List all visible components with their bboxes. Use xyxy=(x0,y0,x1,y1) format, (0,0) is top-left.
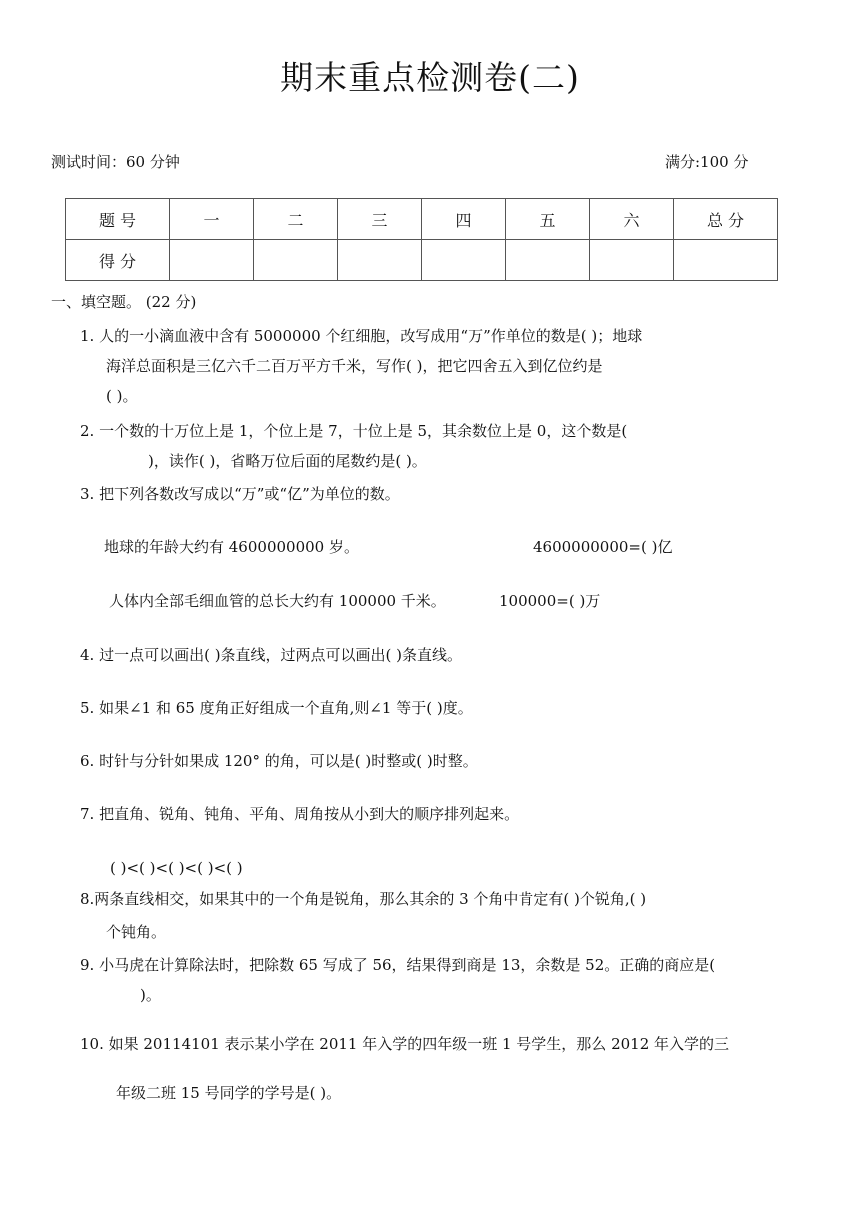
header-cell-3: 三 xyxy=(338,199,422,240)
q6-line: 6. 时针与分针如果成 120° 的角，可以是( )时整或( )时整。 xyxy=(80,752,478,770)
q10-line1: 10. 如果 20114101 表示某小学在 2011 年入学的四年级一班 1 号学生，那么 2012 年入学的三 xyxy=(80,1035,730,1053)
score-cell-1[interactable] xyxy=(170,240,254,281)
q9-line1: 9. 小马虎在计算除法时，把除数 65 写成了 56，结果得到商是 13，余数是 52。正确的商应是( xyxy=(80,956,716,974)
q5-line: 5. 如果∠1 和 65 度角正好组成一个直角,则∠1 等于( )度。 xyxy=(80,699,473,717)
q2-line1: 2. 一个数的十万位上是 1，个位上是 7，十位上是 5，其余数位上是 0，这个数是( xyxy=(80,422,628,440)
q1-line3: ( )。 xyxy=(106,387,138,405)
q7-line1: 7. 把直角、锐角、钝角、平角、周角按从小到大的顺序排列起来。 xyxy=(80,805,520,823)
header-cell-4: 四 xyxy=(422,199,506,240)
q3-item-b-equation: 100000=( )万 xyxy=(499,592,601,610)
q7-line2: ( )<( )<( )<( )<( ) xyxy=(110,859,243,877)
q1-line1: 1. 人的一小滴血液中含有 5000000 个红细胞，改写成用“万”作单位的数是( )；地球 xyxy=(80,327,643,345)
header-cell-1: 一 xyxy=(170,199,254,240)
q2-line2: )，读作( )，省略万位后面的尾数约是( )。 xyxy=(148,452,427,470)
score-cell-4[interactable] xyxy=(422,240,506,281)
q3-item-a-text: 地球的年龄大约有 4600000000 岁。 xyxy=(104,538,359,556)
score-table-score-row xyxy=(66,240,778,281)
score-row-label: 得 分 xyxy=(66,240,170,281)
header-cell-2: 二 xyxy=(254,199,338,240)
page-title: 期末重点检测卷(二) xyxy=(280,58,580,97)
score-cell-5[interactable] xyxy=(506,240,590,281)
q4-line: 4. 过一点可以画出( )条直线，过两点可以画出( )条直线。 xyxy=(80,646,463,664)
header-cell-6: 六 xyxy=(590,199,674,240)
section-heading: 一、填空题。 (22 分) xyxy=(51,293,197,311)
score-table xyxy=(65,198,778,281)
score-table-header-row xyxy=(66,199,778,240)
q8-line1: 8.两条直线相交，如果其中的一个角是锐角，那么其余的 3 个角中肯定有( )个锐角,( ) xyxy=(80,890,647,908)
q3-line1: 3. 把下列各数改写成以“万”或“亿”为单位的数。 xyxy=(80,485,400,503)
q1-line2: 海洋总面积是三亿六千二百万平方千米，写作( )，把它四舍五入到亿位约是 xyxy=(106,357,603,375)
q8-line2: 个钝角。 xyxy=(106,923,167,941)
score-cell-6[interactable] xyxy=(590,240,674,281)
header-cell-question-number: 题 号 xyxy=(66,199,170,240)
full-score: 满分:100 分 xyxy=(665,153,749,171)
q3-item-b-text: 人体内全部毛细血管的总长大约有 100000 千米。 xyxy=(109,592,446,610)
q3-item-a-equation: 4600000000=( )亿 xyxy=(533,538,673,556)
header-cell-5: 五 xyxy=(506,199,590,240)
test-time: 测试时间：60 分钟 xyxy=(51,153,180,171)
header-cell-total: 总 分 xyxy=(674,199,778,240)
score-cell-total[interactable] xyxy=(674,240,778,281)
q10-line2: 年级二班 15 号同学的学号是( )。 xyxy=(116,1084,342,1102)
score-cell-2[interactable] xyxy=(254,240,338,281)
score-cell-3[interactable] xyxy=(338,240,422,281)
q9-line2: )。 xyxy=(140,986,161,1004)
